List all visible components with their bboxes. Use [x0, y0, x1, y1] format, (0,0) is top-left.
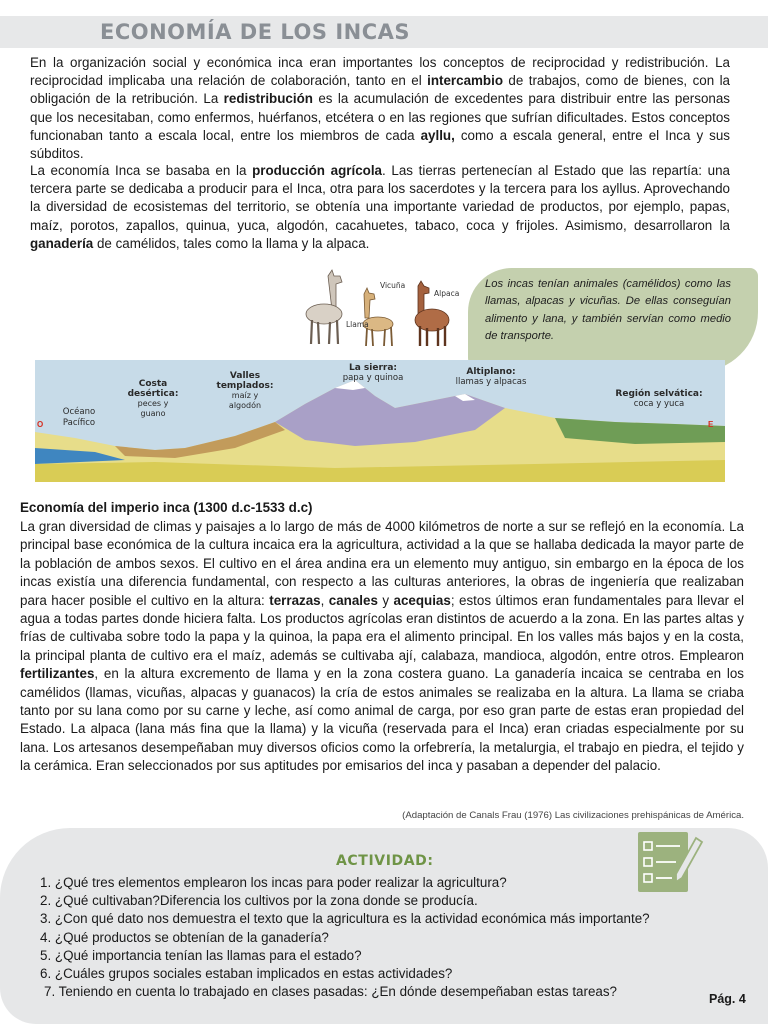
- camelids-illustration: [300, 268, 460, 350]
- vicuna-label: Vicuña: [380, 281, 406, 290]
- intro-paragraph-1: En la organización social y económica inca eran importantes los conceptos de reciprocidad y redistribución. La reciprocidad implicaba una relación de colaboración, tanto en el intercambio de trabajos, como de bienes, con la obligación de la retribución. La redistribución es la acumulación de excedentes para distribuir entre las personas que los necesitaban, como enfermos, huérfanos, etcétera o en las regiones que sufrían dificultades. Estos conceptos funcionaban tanto a escala local, entre los miembros de cada ayllu, como a escala general, entre el Inca y sus súbditos.: [30, 55, 730, 162]
- camelids-note: Los incas tenían animales (camélidos) como las llamas, alpacas y vicuñas. De ellas conseguían alimento y lana, y también servían como medio de transporte.: [485, 278, 731, 343]
- coast-label-1: Costa: [138, 379, 168, 389]
- sierra-label-1: La sierra:: [348, 363, 398, 373]
- llama-label: Llama: [346, 320, 369, 329]
- question-item: 6. ¿Cuáles grupos sociales estaban implicados en estas actividades?: [40, 966, 453, 982]
- page-number: Pág. 4: [709, 992, 746, 1006]
- valleys-label-4: algodón: [228, 401, 262, 410]
- activity-questions: [40, 874, 720, 1001]
- west-label: O: [37, 420, 44, 429]
- question-item: 1. ¿Qué tres elementos emplearon los incas para poder realizar la agricultura?: [40, 875, 507, 890]
- jungle-label-1: Región selvática:: [615, 389, 703, 399]
- page-title: ECONOMÍA DE LOS INCAS: [100, 20, 410, 44]
- altiplano-label-2: llamas y alpacas: [455, 377, 527, 387]
- andes-cross-section-map: [35, 360, 725, 482]
- intro-paragraph-2: La economía Inca se basaba en la producción agrícola. Las tierras pertenecían al Estado que las repartía: una tercera parte se dedicaba a producir para el Inca, otra para los sacerdotes y la tercera para los ayllus. Aprovechando la diversidad de ecosistemas del territorio, se obtenía una importante variedad de productos, por ejemplo, papas, maíz, porotos, zapallos, quinua, yuca, algodón, cacahuetes, tabaco, coca y frijoles. Asimismo, desarrollaron la ganadería de camélidos, tales como la llama y la alpaca.: [30, 163, 730, 251]
- question-item: 2. ¿Qué cultivaban?Diferencia los cultivos por la zona donde se producía.: [40, 893, 478, 909]
- question-item: 4. ¿Qué productos se obtenían de la ganadería?: [40, 929, 329, 945]
- sierra-label-2: papa y quinoa: [342, 373, 404, 383]
- vicuna-drawing: [363, 288, 393, 346]
- ocean-label-1: Océano: [62, 407, 96, 417]
- section-paragraph: La gran diversidad de climas y paisajes a lo largo de más de 4000 kilómetros de norte a sur se reflejó en la economía. La principal base económica de la cultura incaica era la agricultura, actividad a la que se hallaba dedicada la mayor parte de la población de ambos sexos. El cultivo en el área andina era un elemento muy antiguo, sin embargo en la época de los incas existía una diferencia fundamental, con respecto a las culturas anteriores, la obras de ingeniería que realizaban para hacer posible el cultivo en la altura: terrazas, canales y acequias; estos últimos eran fundamentales para llevar el agua a todas partes donde hiciera falta. Los productos agrícolas eran distintos de acuerdo a la zona. En las partes altas y frías de cultivaba sobre todo la papa y la quinoa, la papa era el alimento principal. En los valles más bajos y en la costa, la principal planta de cultivo era el maíz, además se cultivaba ají, calabaza, mandioca, algodón, entre otros. Emplearon fertilizantes, en la altura excremento de llama y en la zona costera guano. La ganadería incaica se centraba en los camélidos (llamas, vicuñas, alpacas y guanacos) la cría de estos animales se realizaba en la altura. La llama se criaba tanto por su lana como por su carne y leche, así como animal de carga, por eso gran parte de estas eran propiedad del Estado. La alpaca (lana más fina que la llama) y la vicuña (reservada para el Inca) eran criadas especialmente por su lana. Los artesanos desempeñaban muy diversos oficios como la orfebrería, la metalurgia, el trabajo en piedra, el tejido y la cerámica. Eran seleccionados por sus aptitudes por emisarios del inca y pasaban a depender del palacio.: [20, 519, 744, 774]
- question-item: 3. ¿Con qué dato nos demuestra el texto que la agricultura es la actividad económica más importante?: [40, 911, 650, 927]
- citation: (Adaptación de Canals Frau (1976) Las civilizaciones prehispánicas de América.: [402, 810, 744, 821]
- question-item: 5. ¿Qué importancia tenían las llamas para el estado?: [40, 947, 362, 963]
- valleys-label-2: templados:: [216, 381, 274, 391]
- coast-label-2: desértica:: [127, 389, 179, 399]
- coast-label-3: peces y: [137, 399, 169, 408]
- ocean-label-2: Pacífico: [62, 418, 96, 428]
- east-label: E: [708, 420, 714, 429]
- altiplano-label-1: Altiplano:: [466, 367, 516, 377]
- coast-label-4: guano: [140, 409, 166, 418]
- question-item: 7. Teniendo en cuenta lo trabajado en clases pasadas: ¿En dónde desempeñaban estas tareas?: [44, 984, 617, 1000]
- jungle-label-2: coca y yuca: [633, 399, 685, 409]
- valleys-label-1: Valles: [229, 371, 261, 381]
- alpaca-label: Alpaca: [434, 289, 460, 298]
- llama-drawing: [306, 270, 342, 344]
- valleys-label-3: maíz y: [231, 391, 259, 400]
- activity-title: ACTIVIDAD:: [336, 853, 434, 869]
- section-heading: Economía del imperio inca (1300 d.c-1533 d.c): [20, 500, 313, 515]
